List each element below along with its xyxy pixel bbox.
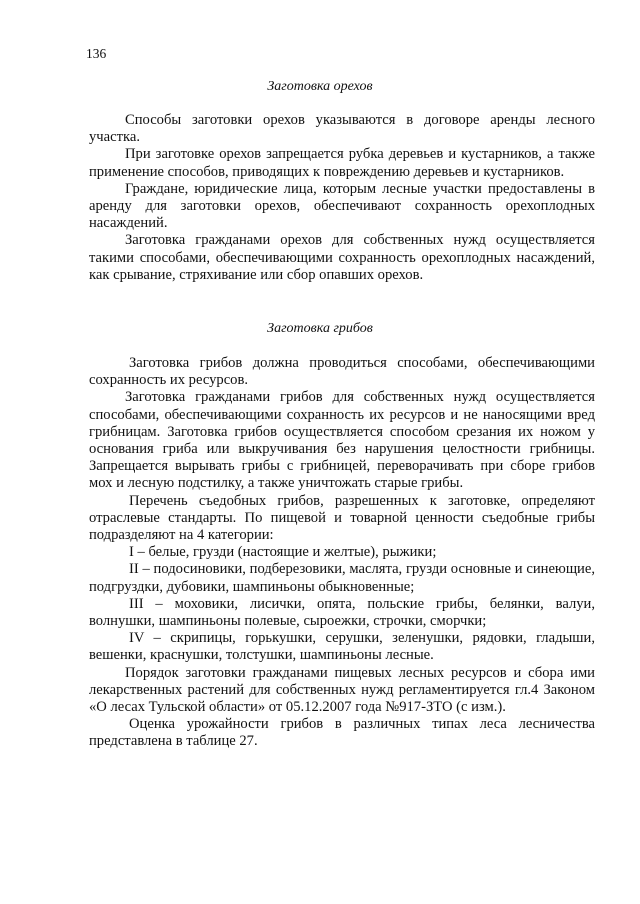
section-body-nuts bbox=[89, 112, 595, 284]
list-item-category-3: III – моховики, лисички, опята, польские грибы, белянки, валуи, волнушки, шампиньоны полевые, сыроежки, строчки, сморчки; bbox=[89, 595, 595, 630]
paragraph: Способы заготовки орехов указываются в договоре аренды лесного участка. bbox=[89, 112, 595, 146]
paragraph: При заготовке орехов запрещается рубка деревьев и кустарников, а также применение способов, приводящих к повреждению деревьев и кустарников. bbox=[89, 146, 595, 180]
section-heading-nuts: Заготовка орехов bbox=[267, 79, 373, 94]
page-number: 136 bbox=[86, 46, 107, 61]
paragraph: Заготовка гражданами грибов для собственных нужд осуществляется способами, обеспечивающими сохранность их ресурсов и не наносящими вред грибницам. Заготовка грибов осуществляется способом срезания их ножом у основания гриба или выкручивания без нарушения целостности грибницы. Запрещается вырывать грибы с грибницей, переворачивать при сборе грибов мох и лесную подстилку, а также уничтожать старые грибы. bbox=[89, 389, 595, 492]
list-item-category-2: II – подосиновики, подберезовики, маслята, грузди основные и синеющие, подгруздки, дубовики, шампиньоны обыкновенные; bbox=[89, 561, 595, 595]
paragraph: Оценка урожайности грибов в различных типах леса лесничества представлена в таблице 27. bbox=[89, 716, 595, 750]
section-body-mushrooms bbox=[89, 355, 595, 751]
paragraph: Порядок заготовки гражданами пищевых лесных ресурсов и сбора ими лекарственных растений для собственных нужд регламентируется гл.4 Законом «О лесах Тульской области» от 05.12.2007 года №917-ЗТО (с изм.). bbox=[89, 664, 595, 716]
paragraph: Перечень съедобных грибов, разрешенных к заготовке, определяют отраслевые стандарты. По пищевой и товарной ценности съедобные грибы подразделяют на 4 категории: bbox=[89, 492, 595, 544]
section-heading-mushrooms: Заготовка грибов bbox=[267, 321, 373, 336]
paragraph: Заготовка гражданами орехов для собственных нужд осуществляется такими способами, обеспечивающими сохранность орехоплодных насаждений, как срывание, стряхивание или сбор опавших орехов. bbox=[89, 232, 595, 283]
paragraph: Граждане, юридические лица, которым лесные участки предоставлены в аренду для заготовки орехов, обеспечивают сохранность орехоплодных насаждений. bbox=[89, 180, 595, 232]
list-item-category-4: IV – скрипицы, горькушки, серушки, зеленушки, рядовки, гладыши, вешенки, краснушки, толстушки, шампиньоны лесные. bbox=[89, 630, 595, 664]
list-item-category-1: I – белые, грузди (настоящие и желтые), рыжики; bbox=[129, 544, 437, 561]
paragraph: Заготовка грибов должна проводиться способами, обеспечивающими сохранность их ресурсов. bbox=[89, 355, 595, 389]
